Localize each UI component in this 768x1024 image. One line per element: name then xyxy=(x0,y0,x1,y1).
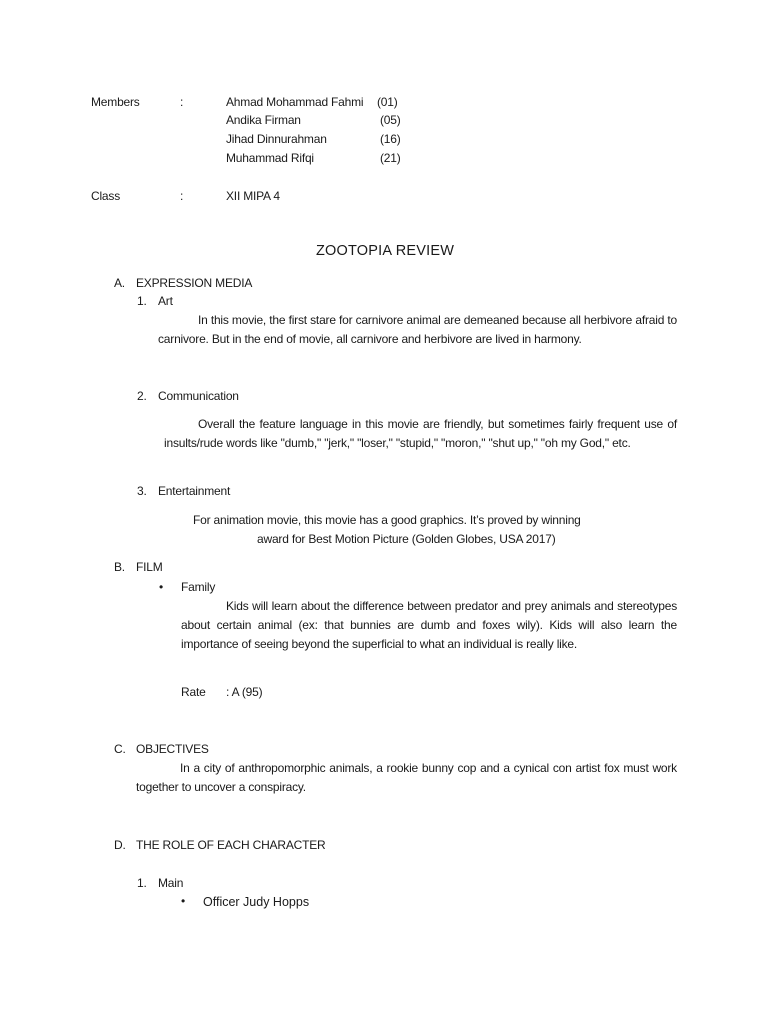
rate-label: Rate xyxy=(181,685,206,699)
member-number: (16) xyxy=(380,132,401,146)
paragraph-entertainment-line2: award for Best Motion Picture (Golden Globes, USA 2017) xyxy=(257,532,556,546)
section-heading: OBJECTIVES xyxy=(136,742,209,756)
item-label: Main xyxy=(158,876,184,890)
members-colon: : xyxy=(180,95,184,109)
section-marker: A. xyxy=(114,276,125,290)
item-number: 1. xyxy=(137,876,147,890)
page-title: ZOOTOPIA REVIEW xyxy=(316,243,455,259)
class-value: XII MIPA 4 xyxy=(226,189,280,203)
member-name: Ahmad Mohammad Fahmi xyxy=(226,95,364,109)
item-label: Art xyxy=(158,294,173,308)
rate-value: : A (95) xyxy=(226,685,263,699)
section-marker: D. xyxy=(114,838,126,852)
section-marker: C. xyxy=(114,742,126,756)
paragraph-art: In this movie, the first stare for carnivore animal are demeaned because all herbivore afraid to carnivore. But in the end of movie, all carnivore and herbivore are lived in harmony. xyxy=(158,313,677,346)
item-number: 1. xyxy=(137,294,147,308)
paragraph-entertainment-line1: For animation movie, this movie has a good graphics. It’s proved by winning xyxy=(193,513,581,527)
bullet-icon: • xyxy=(181,894,186,908)
item-label: Entertainment xyxy=(158,484,231,498)
member-name: Andika Firman xyxy=(226,113,301,127)
member-number: (01) xyxy=(377,95,398,109)
paragraph-objectives: In a city of anthropomorphic animals, a rookie bunny cop and a cynical con artist fox must work together to uncover a conspiracy. xyxy=(136,761,677,794)
bullet-icon: • xyxy=(159,580,164,594)
bullet-text: Officer Judy Hopps xyxy=(203,895,310,909)
section-heading: THE ROLE OF EACH CHARACTER xyxy=(136,838,326,852)
class-label: Class xyxy=(91,189,121,203)
paragraph-communication: Overall the feature language in this movie are friendly, but sometimes fairly frequent use of insults/rude words like "dumb," "jerk," "loser," "stupid," "moron," "shut up," "oh my God," etc. xyxy=(164,417,677,450)
item-label: Communication xyxy=(158,389,239,403)
member-name: Muhammad Rifqi xyxy=(226,151,314,165)
members-label: Members xyxy=(91,95,140,109)
class-colon: : xyxy=(180,189,184,203)
section-marker: B. xyxy=(114,560,125,574)
section-heading: FILM xyxy=(136,560,163,574)
member-name: Jihad Dinnurahman xyxy=(226,132,327,146)
member-number: (05) xyxy=(380,113,401,127)
item-number: 2. xyxy=(137,389,147,403)
bullet-label: Family xyxy=(181,580,216,594)
section-heading: EXPRESSION MEDIA xyxy=(136,276,253,290)
item-number: 3. xyxy=(137,484,147,498)
paragraph-family: Kids will learn about the difference between predator and prey animals and stereotypes about certain animal (ex: that bunnies are dumb and foxes wily). Kids will also learn the importance of seeing beyond the superficial to what an individual is really like. xyxy=(181,599,677,651)
member-number: (21) xyxy=(380,151,401,165)
